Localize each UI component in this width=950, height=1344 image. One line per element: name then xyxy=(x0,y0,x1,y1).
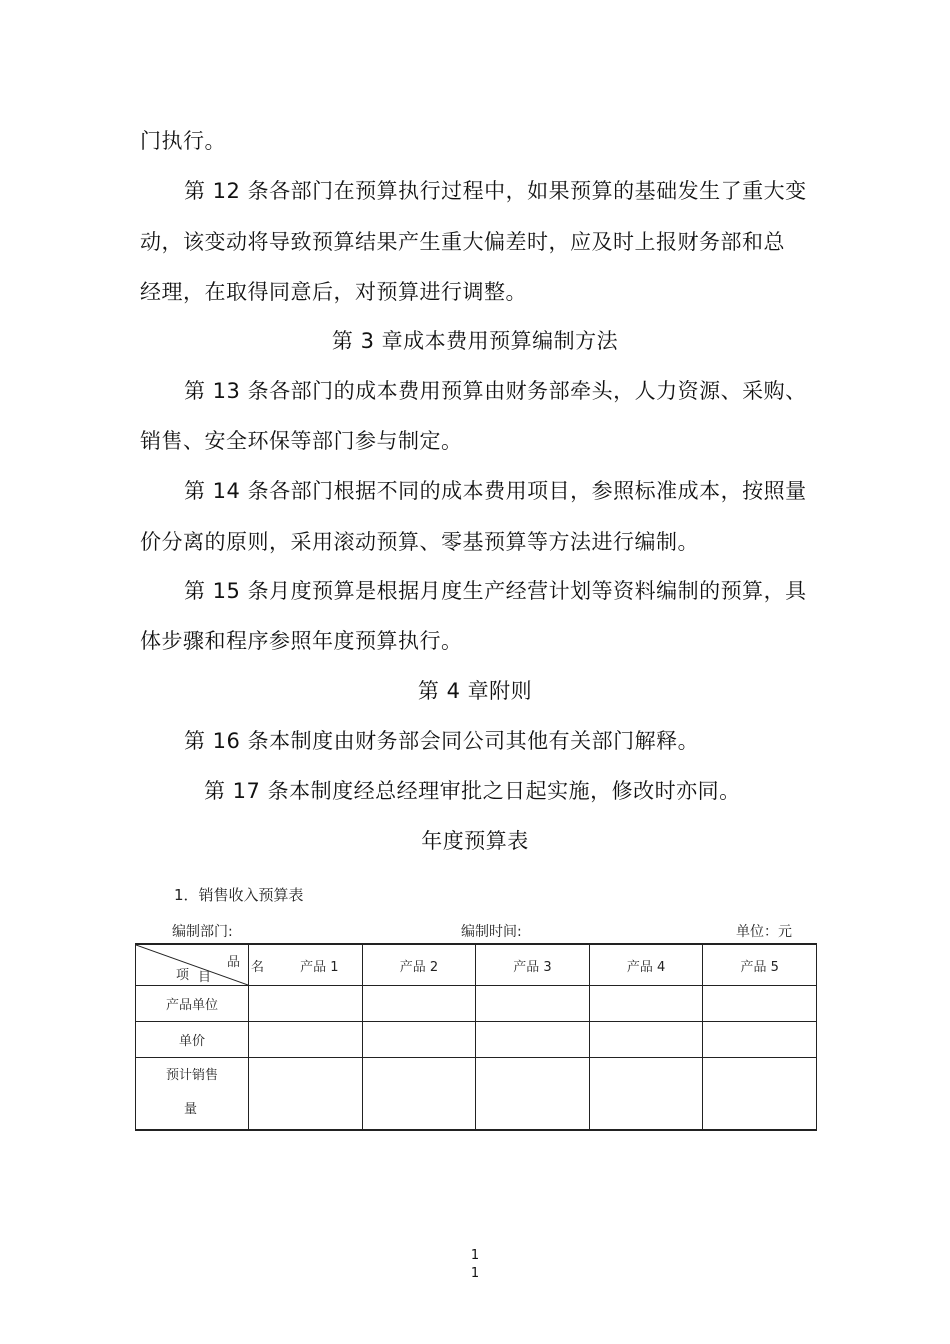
header-cell xyxy=(249,944,363,986)
sales-budget-table xyxy=(135,943,817,1131)
chapter-heading: 第 3 章成本费用预算编制方法 xyxy=(331,329,619,353)
paragraph-line: 第 13 条各部门的成本费用预算由财务部牵头，人力资源、采购、 xyxy=(184,379,807,403)
row-label: 单价 xyxy=(136,1022,249,1058)
table-cell xyxy=(589,986,703,1022)
corner-label-name: 名 xyxy=(251,960,265,975)
table-cell xyxy=(476,1022,590,1058)
table-cell xyxy=(703,1058,817,1130)
table-cell xyxy=(476,986,590,1022)
corner-label-bottom: 项 xyxy=(176,968,190,983)
paragraph-line: 第 17 条本制度经总经理审批之日起实施，修改时亦同。 xyxy=(204,779,741,803)
table-cell xyxy=(703,1022,817,1058)
paragraph-line: 销售、安全环保等部门参与制定。 xyxy=(140,429,463,453)
paragraph-line: 体步骤和程序参照年度预算执行。 xyxy=(140,629,463,653)
paragraph-line: 动，该变动将导致预算结果产生重大偏差时，应及时上报财务部和总 xyxy=(140,230,785,254)
table-row xyxy=(136,1022,817,1058)
paragraph-line: 第 14 条各部门根据不同的成本费用项目，参照标准成本，按照量 xyxy=(184,479,807,503)
unit-label: 单位：元 xyxy=(736,924,792,940)
dept-label: 编制部门: xyxy=(172,924,233,940)
row-label: 产品单位 xyxy=(136,986,249,1022)
table-cell xyxy=(589,1022,703,1058)
product-header: 产品 3 xyxy=(513,959,552,975)
table-header-row xyxy=(136,944,817,986)
header-cell xyxy=(703,944,817,986)
table-cell xyxy=(589,1058,703,1130)
row-label-line: 量 xyxy=(184,1102,198,1118)
header-cell xyxy=(362,944,476,986)
corner-label-top: 品 xyxy=(226,955,240,970)
table-cell xyxy=(362,1058,476,1130)
product-header: 产品 5 xyxy=(740,959,779,975)
table-cell xyxy=(476,1058,590,1130)
table-cell xyxy=(362,1022,476,1058)
chapter-heading: 第 4 章附则 xyxy=(417,679,533,703)
paragraph-line: 门执行。 xyxy=(140,129,226,153)
header-cell xyxy=(589,944,703,986)
row-label xyxy=(136,1058,249,1130)
table-title: 年度预算表 xyxy=(421,829,529,853)
table-row xyxy=(136,986,817,1022)
product-header: 产品 1 xyxy=(300,959,339,975)
corner-label-mid: 目 xyxy=(198,970,212,985)
section-title: 1．销售收入预算表 xyxy=(174,886,304,904)
paragraph-line: 第 12 条各部门在预算执行过程中，如果预算的基础发生了重大变 xyxy=(184,179,807,203)
table-cell xyxy=(249,1058,363,1130)
paragraph-line: 第 16 条本制度由财务部会同公司其他有关部门解释。 xyxy=(184,729,700,753)
table-row xyxy=(136,1058,817,1130)
header-cell xyxy=(476,944,590,986)
paragraph-line: 价分离的原则，采用滚动预算、零基预算等方法进行编制。 xyxy=(140,530,699,554)
time-label: 编制时间: xyxy=(461,924,522,940)
table-cell xyxy=(362,986,476,1022)
product-header: 产品 4 xyxy=(626,959,666,975)
paragraph-line: 第 15 条月度预算是根据月度生产经营计划等资料编制的预算，具 xyxy=(184,579,807,603)
page-number: 1 xyxy=(470,1248,480,1263)
table-cell xyxy=(249,986,363,1022)
row-label-line: 预计销售 xyxy=(165,1068,218,1084)
page-number: 1 xyxy=(470,1266,480,1281)
corner-cell xyxy=(136,944,249,986)
paragraph-line: 经理，在取得同意后，对预算进行调整。 xyxy=(140,280,527,304)
product-header: 产品 2 xyxy=(399,959,439,975)
table-cell xyxy=(249,1022,363,1058)
table-cell xyxy=(703,986,817,1022)
